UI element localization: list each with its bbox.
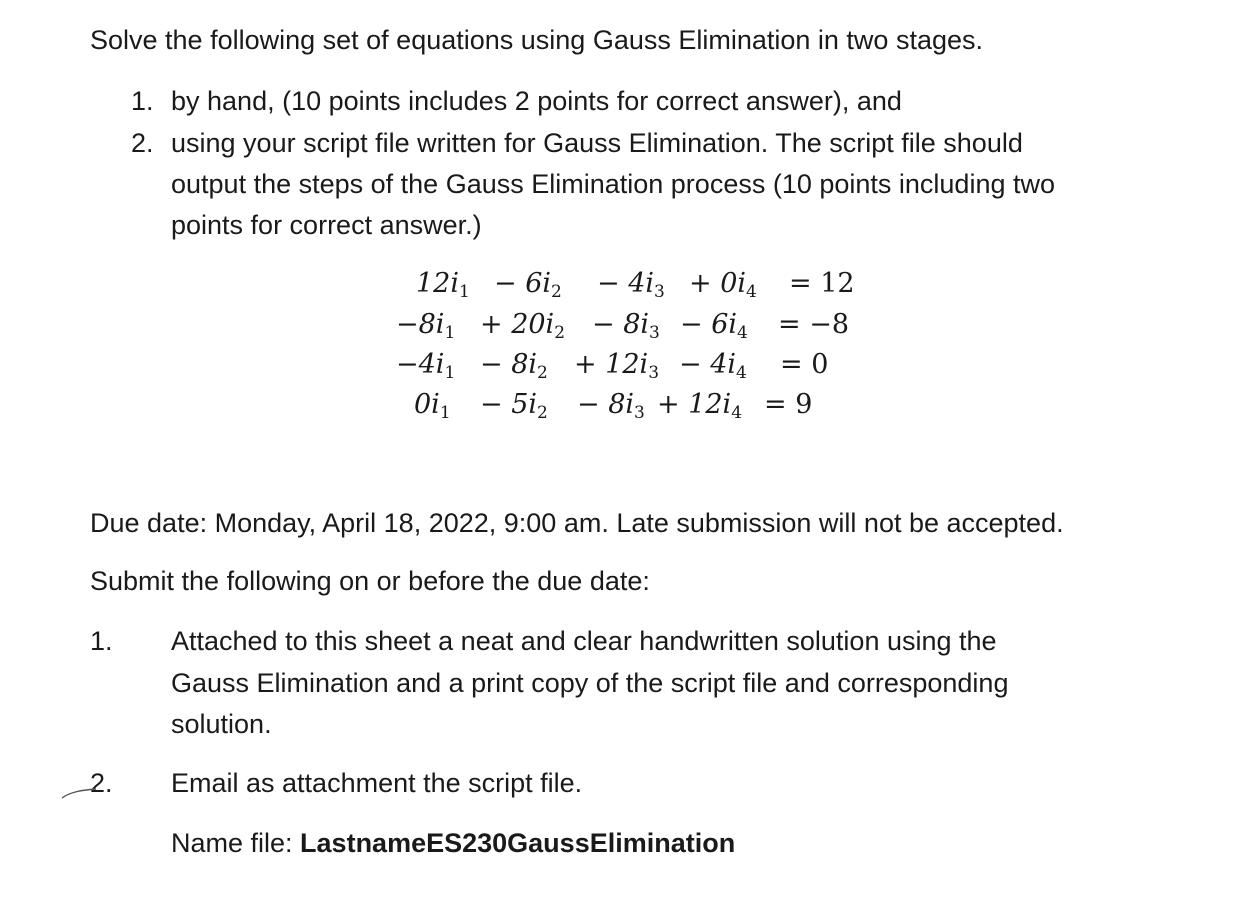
stage-2-line-1: using your script file written for Gauss Elimination. The script file should: [171, 128, 1023, 158]
term: − $8i_3$: [592, 309, 660, 343]
stage-2-line-2: output the steps of the Gauss Elimination process (10 points including two: [171, 169, 1055, 199]
term: − $6i_4$: [680, 309, 748, 343]
submit-item-1-number: 1.: [90, 626, 113, 656]
term: − $6i_2$: [494, 268, 562, 302]
term: + $12i_3$: [574, 349, 660, 383]
pen-mark: [60, 786, 100, 800]
name-file: [171, 827, 735, 859]
term: $0i_1$: [414, 389, 451, 423]
equation-row-3: [0, 349, 1256, 385]
rhs: = 12: [789, 268, 855, 299]
stage-2-line-3: points for correct answer.): [171, 210, 482, 240]
term: + $0i_4$: [689, 268, 757, 302]
submit-item-2-line-1: Email as attachment the script file.: [171, 768, 583, 798]
term: − $4i_4$: [679, 349, 747, 383]
term: − $5i_2$: [480, 389, 548, 423]
name-file-value: LastnameES230GaussElimination: [300, 828, 736, 858]
term: − $4i_3$: [597, 268, 665, 302]
equation-row-4: [0, 389, 1256, 425]
rhs: = 9: [764, 389, 813, 420]
submit-item-1-line-2: Gauss Elimination and a print copy of the script file and corresponding: [171, 668, 1009, 698]
submit-item-1-line-1: Attached to this sheet a neat and clear handwritten solution using the: [171, 626, 997, 656]
stage-1-number: 1.: [131, 86, 154, 116]
submit-intro: Submit the following on or before the due date:: [90, 566, 650, 596]
stage-2-number: 2.: [131, 128, 154, 158]
stage-1-text: by hand, (10 points includes 2 points for correct answer), and: [171, 86, 902, 116]
submit-item-2-number: 2.: [90, 768, 113, 798]
term: − $8i_3$: [577, 389, 645, 423]
due-date: Due date: Monday, April 18, 2022, 9:00 am. Late submission will not be accepted.: [90, 508, 1064, 538]
rhs: = 0: [780, 349, 829, 380]
equation-row-2: [0, 309, 1256, 345]
term: $-4i_1$: [396, 349, 456, 383]
term: + $20i_2$: [480, 309, 566, 343]
submit-item-1-line-3: solution.: [171, 709, 272, 739]
equation-row-1: [0, 268, 1256, 304]
intro-text: Solve the following set of equations using Gauss Elimination in two stages.: [90, 25, 984, 55]
term: − $8i_2$: [480, 349, 548, 383]
rhs: = −8: [778, 309, 850, 340]
name-file-label: Name file:: [171, 828, 301, 858]
term: + $12i_4$: [657, 389, 743, 423]
term: $12i_1$: [416, 268, 470, 302]
term: $-8i_1$: [396, 309, 456, 343]
